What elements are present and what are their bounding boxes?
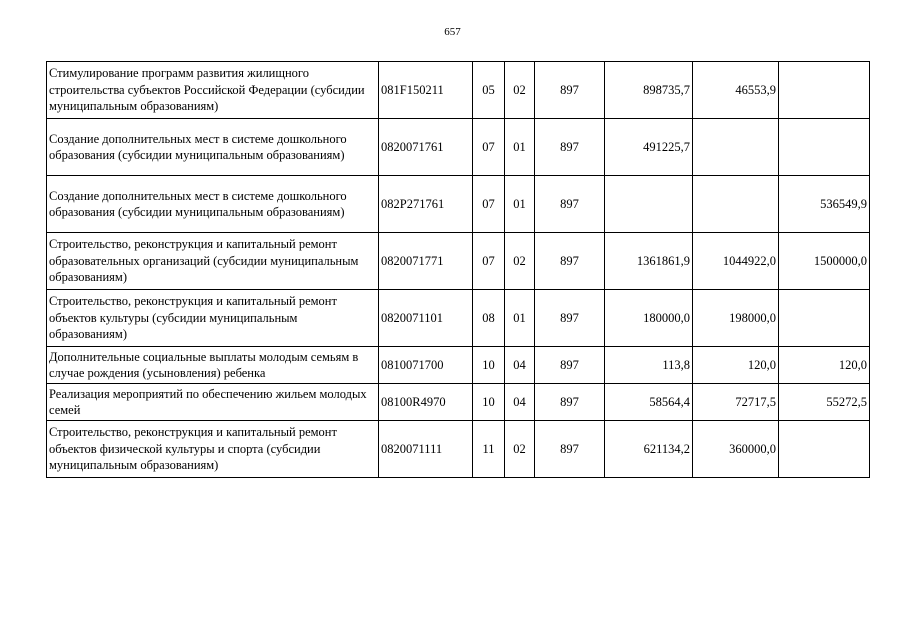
row-sum3-cell: 1500000,0 xyxy=(779,233,870,290)
row-sum1-cell xyxy=(605,176,693,233)
row-sum2-cell xyxy=(693,119,779,176)
row-sum2-cell: 120,0 xyxy=(693,347,779,384)
row-name-cell: Строительство, реконструкция и капитальный ремонт объектов физической культуры и спорта (субсидии муниципальным образованиям) xyxy=(47,421,379,478)
row-grbs-cell: 897 xyxy=(535,421,605,478)
row-grbs-cell: 897 xyxy=(535,119,605,176)
row-sum3-cell xyxy=(779,62,870,119)
row-sum1-cell: 113,8 xyxy=(605,347,693,384)
row-section-cell: 08 xyxy=(473,290,505,347)
row-sum3-cell: 536549,9 xyxy=(779,176,870,233)
row-subsection-cell: 04 xyxy=(505,384,535,421)
row-section-cell: 07 xyxy=(473,119,505,176)
row-section-cell: 11 xyxy=(473,421,505,478)
table-row xyxy=(47,119,870,176)
row-section-cell: 07 xyxy=(473,176,505,233)
row-sum3-cell xyxy=(779,119,870,176)
row-grbs-cell: 897 xyxy=(535,176,605,233)
row-subsection-cell: 02 xyxy=(505,421,535,478)
row-name-cell: Дополнительные социальные выплаты молодым семьям в случае рождения (усыновления) ребенка xyxy=(47,347,379,384)
table-row xyxy=(47,421,870,478)
row-subsection-cell: 02 xyxy=(505,233,535,290)
row-section-cell: 05 xyxy=(473,62,505,119)
row-subsection-cell: 04 xyxy=(505,347,535,384)
row-grbs-cell: 897 xyxy=(535,233,605,290)
row-sum2-cell: 360000,0 xyxy=(693,421,779,478)
row-subsection-cell: 01 xyxy=(505,290,535,347)
row-sum2-cell: 1044922,0 xyxy=(693,233,779,290)
row-name-cell: Создание дополнительных мест в системе дошкольного образования (субсидии муниципальным образованиям) xyxy=(47,176,379,233)
row-sum2-cell: 46553,9 xyxy=(693,62,779,119)
row-sum1-cell: 58564,4 xyxy=(605,384,693,421)
row-code-cell: 08100R4970 xyxy=(379,384,473,421)
row-grbs-cell: 897 xyxy=(535,290,605,347)
row-subsection-cell: 01 xyxy=(505,176,535,233)
page-number: 657 xyxy=(444,26,461,38)
row-code-cell: 0810071700 xyxy=(379,347,473,384)
row-sum1-cell: 180000,0 xyxy=(605,290,693,347)
row-sum3-cell xyxy=(779,290,870,347)
row-sum1-cell: 491225,7 xyxy=(605,119,693,176)
row-sum2-cell: 198000,0 xyxy=(693,290,779,347)
row-sum1-cell: 621134,2 xyxy=(605,421,693,478)
row-code-cell: 082P271761 xyxy=(379,176,473,233)
table-row xyxy=(47,290,870,347)
row-code-cell: 0820071111 xyxy=(379,421,473,478)
row-grbs-cell: 897 xyxy=(535,384,605,421)
row-sum1-cell: 1361861,9 xyxy=(605,233,693,290)
row-name-cell: Создание дополнительных мест в системе дошкольного образования (субсидии муниципальным образованиям) xyxy=(47,119,379,176)
row-sum2-cell: 72717,5 xyxy=(693,384,779,421)
row-subsection-cell: 02 xyxy=(505,62,535,119)
row-subsection-cell: 01 xyxy=(505,119,535,176)
row-grbs-cell: 897 xyxy=(535,62,605,119)
row-sum3-cell: 120,0 xyxy=(779,347,870,384)
row-sum3-cell: 55272,5 xyxy=(779,384,870,421)
row-section-cell: 10 xyxy=(473,384,505,421)
row-section-cell: 10 xyxy=(473,347,505,384)
row-grbs-cell: 897 xyxy=(535,347,605,384)
table-row xyxy=(47,62,870,119)
row-code-cell: 0820071761 xyxy=(379,119,473,176)
row-name-cell: Строительство, реконструкция и капитальный ремонт образовательных организаций (субсидии муниципальным образованиям) xyxy=(47,233,379,290)
table-row xyxy=(47,384,870,421)
row-section-cell: 07 xyxy=(473,233,505,290)
row-name-cell: Реализация мероприятий по обеспечению жильем молодых семей xyxy=(47,384,379,421)
row-name-cell: Строительство, реконструкция и капитальный ремонт объектов культуры (субсидии муниципальным образованиям) xyxy=(47,290,379,347)
table-row xyxy=(47,347,870,384)
row-sum2-cell xyxy=(693,176,779,233)
row-sum1-cell: 898735,7 xyxy=(605,62,693,119)
budget-table xyxy=(46,61,870,478)
table-row xyxy=(47,233,870,290)
row-name-cell: Стимулирование программ развития жилищного строительства субъектов Российской Федерации (субсидии муниципальным образованиям) xyxy=(47,62,379,119)
row-sum3-cell xyxy=(779,421,870,478)
row-code-cell: 0820071771 xyxy=(379,233,473,290)
table-row xyxy=(47,176,870,233)
row-code-cell: 0820071101 xyxy=(379,290,473,347)
row-code-cell: 081F150211 xyxy=(379,62,473,119)
